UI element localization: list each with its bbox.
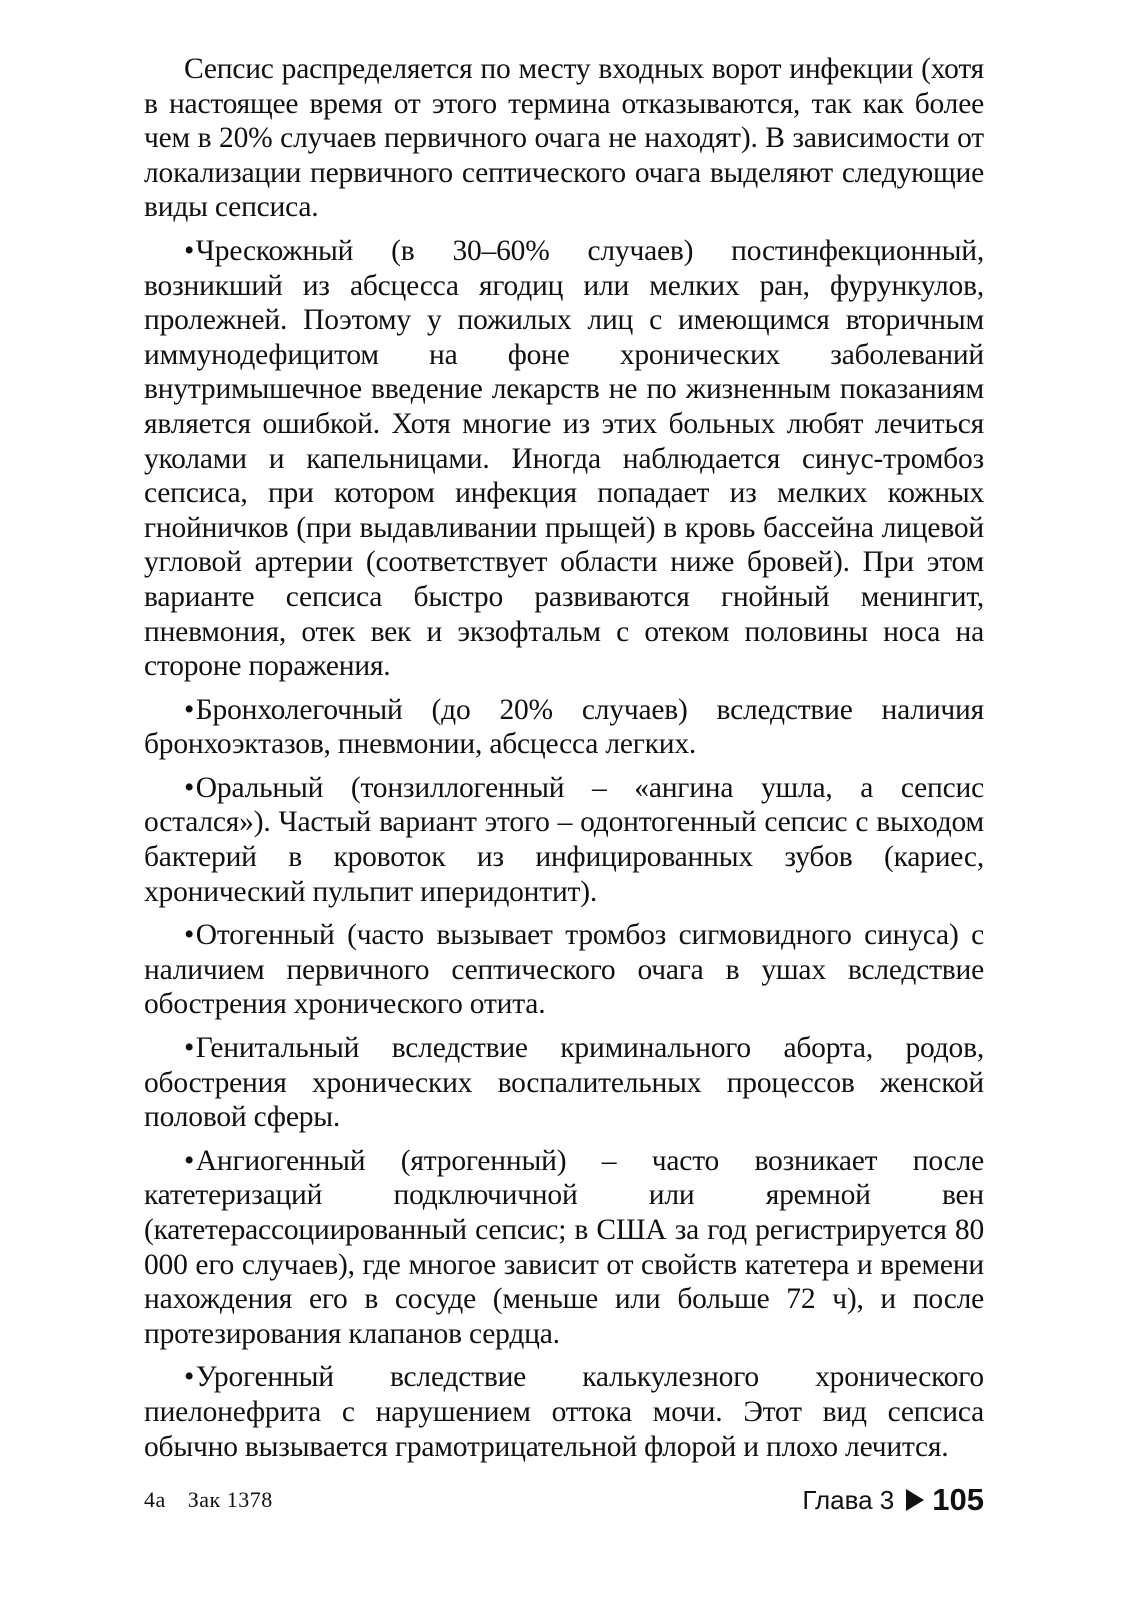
triangle-right-icon bbox=[906, 1489, 924, 1511]
paragraph-intro: Сепсис распределяется по месту входных ворот инфекции (хотя в настоящее время от этого термина отказываются, так как более чем в 20% случаев первичного очага не находят). В зависимости от локализации первичного септического очага выделяют следующие виды сепсиса. bbox=[144, 53, 984, 224]
page-footer bbox=[144, 1480, 984, 1520]
list-item-genital: •Генитальный вследствие криминального аборта, родов, обострения хронических воспалительных процессов женской половой сферы. bbox=[144, 1032, 984, 1134]
bullet-icon: • bbox=[184, 234, 195, 267]
list-item-percutaneous: •Чрескожный (в 30–60% случаев) постинфекционный, возникший из абсцесса ягодиц или мелких ран, фурункулов, пролежней. Поэтому у пожилых лиц с имеющимся вторичным иммунодефицитом на фоне хронических заболеваний внутримышечное введение лекарств не по жизненным показаниям является ошибкой. Хотя многие из этих больных любят лечиться уколами и капельницами. Иногда наблюдается синус-тромбоз сепсиса, при котором инфекция попадает из мелких кожных гнойничков (при выдавливании прыщей) в кровь бассейна лицевой угловой артерии (соответствует области ниже бровей). При этом варианте сепсиса быстро развиваются гнойный менингит, пневмония, отек век и экзофтальм с отеком половины носа на стороне поражения. bbox=[144, 234, 984, 683]
bullet-icon: • bbox=[184, 1361, 195, 1394]
bullet-icon: • bbox=[184, 919, 195, 952]
printer-signature bbox=[144, 1487, 295, 1513]
signature-sheet: 4а bbox=[144, 1487, 166, 1512]
list-item-oral: •Оральный (тонзиллогенный – «ангина ушла, а сепсис остался»). Частый вариант этого – одонтогенный сепсис с выходом бактерий в кровоток из инфицированных зубов (кариес, хронический пульпит иперидонтит). bbox=[144, 771, 984, 908]
list-item-otogenic: •Отогенный (часто вызывает тромбоз сигмовидного синуса) с наличием первичного септического очага в ушах вследствие обострения хронического отита. bbox=[144, 919, 984, 1021]
bullet-icon: • bbox=[184, 693, 195, 726]
order-number: Зак 1378 bbox=[187, 1487, 273, 1512]
list-item-bronchopulmonary: •Бронхолегочный (до 20% случаев) вследствие наличия бронхоэктазов, пневмонии, абсцесса легких. bbox=[144, 693, 984, 761]
page-body bbox=[144, 52, 984, 1473]
bullet-icon: • bbox=[184, 771, 195, 804]
list-item-angiogenic: •Ангиогенный (ятрогенный) – часто возникает после катетеризаций подключичной или яремной вен (катетерассоциированный сепсис; в США за год регистрируется 80 000 его случаев), где многое зависит от свойств катетера и времени нахождения его в сосуде (меньше или больше 72 ч), и после протезирования клапанов сердца. bbox=[144, 1144, 984, 1350]
running-footer bbox=[802, 1482, 984, 1518]
list-item-urogenic: •Урогенный вследствие калькулезного хронического пиелонефрита с нарушением оттока мочи. Этот вид сепсиса обычно вызывается грамотрицательной флорой и плохо лечится. bbox=[144, 1361, 984, 1463]
bullet-icon: • bbox=[184, 1032, 195, 1065]
page-number: 105 bbox=[932, 1482, 984, 1517]
chapter-label: Глава 3 bbox=[802, 1484, 895, 1515]
bullet-icon: • bbox=[184, 1144, 195, 1177]
